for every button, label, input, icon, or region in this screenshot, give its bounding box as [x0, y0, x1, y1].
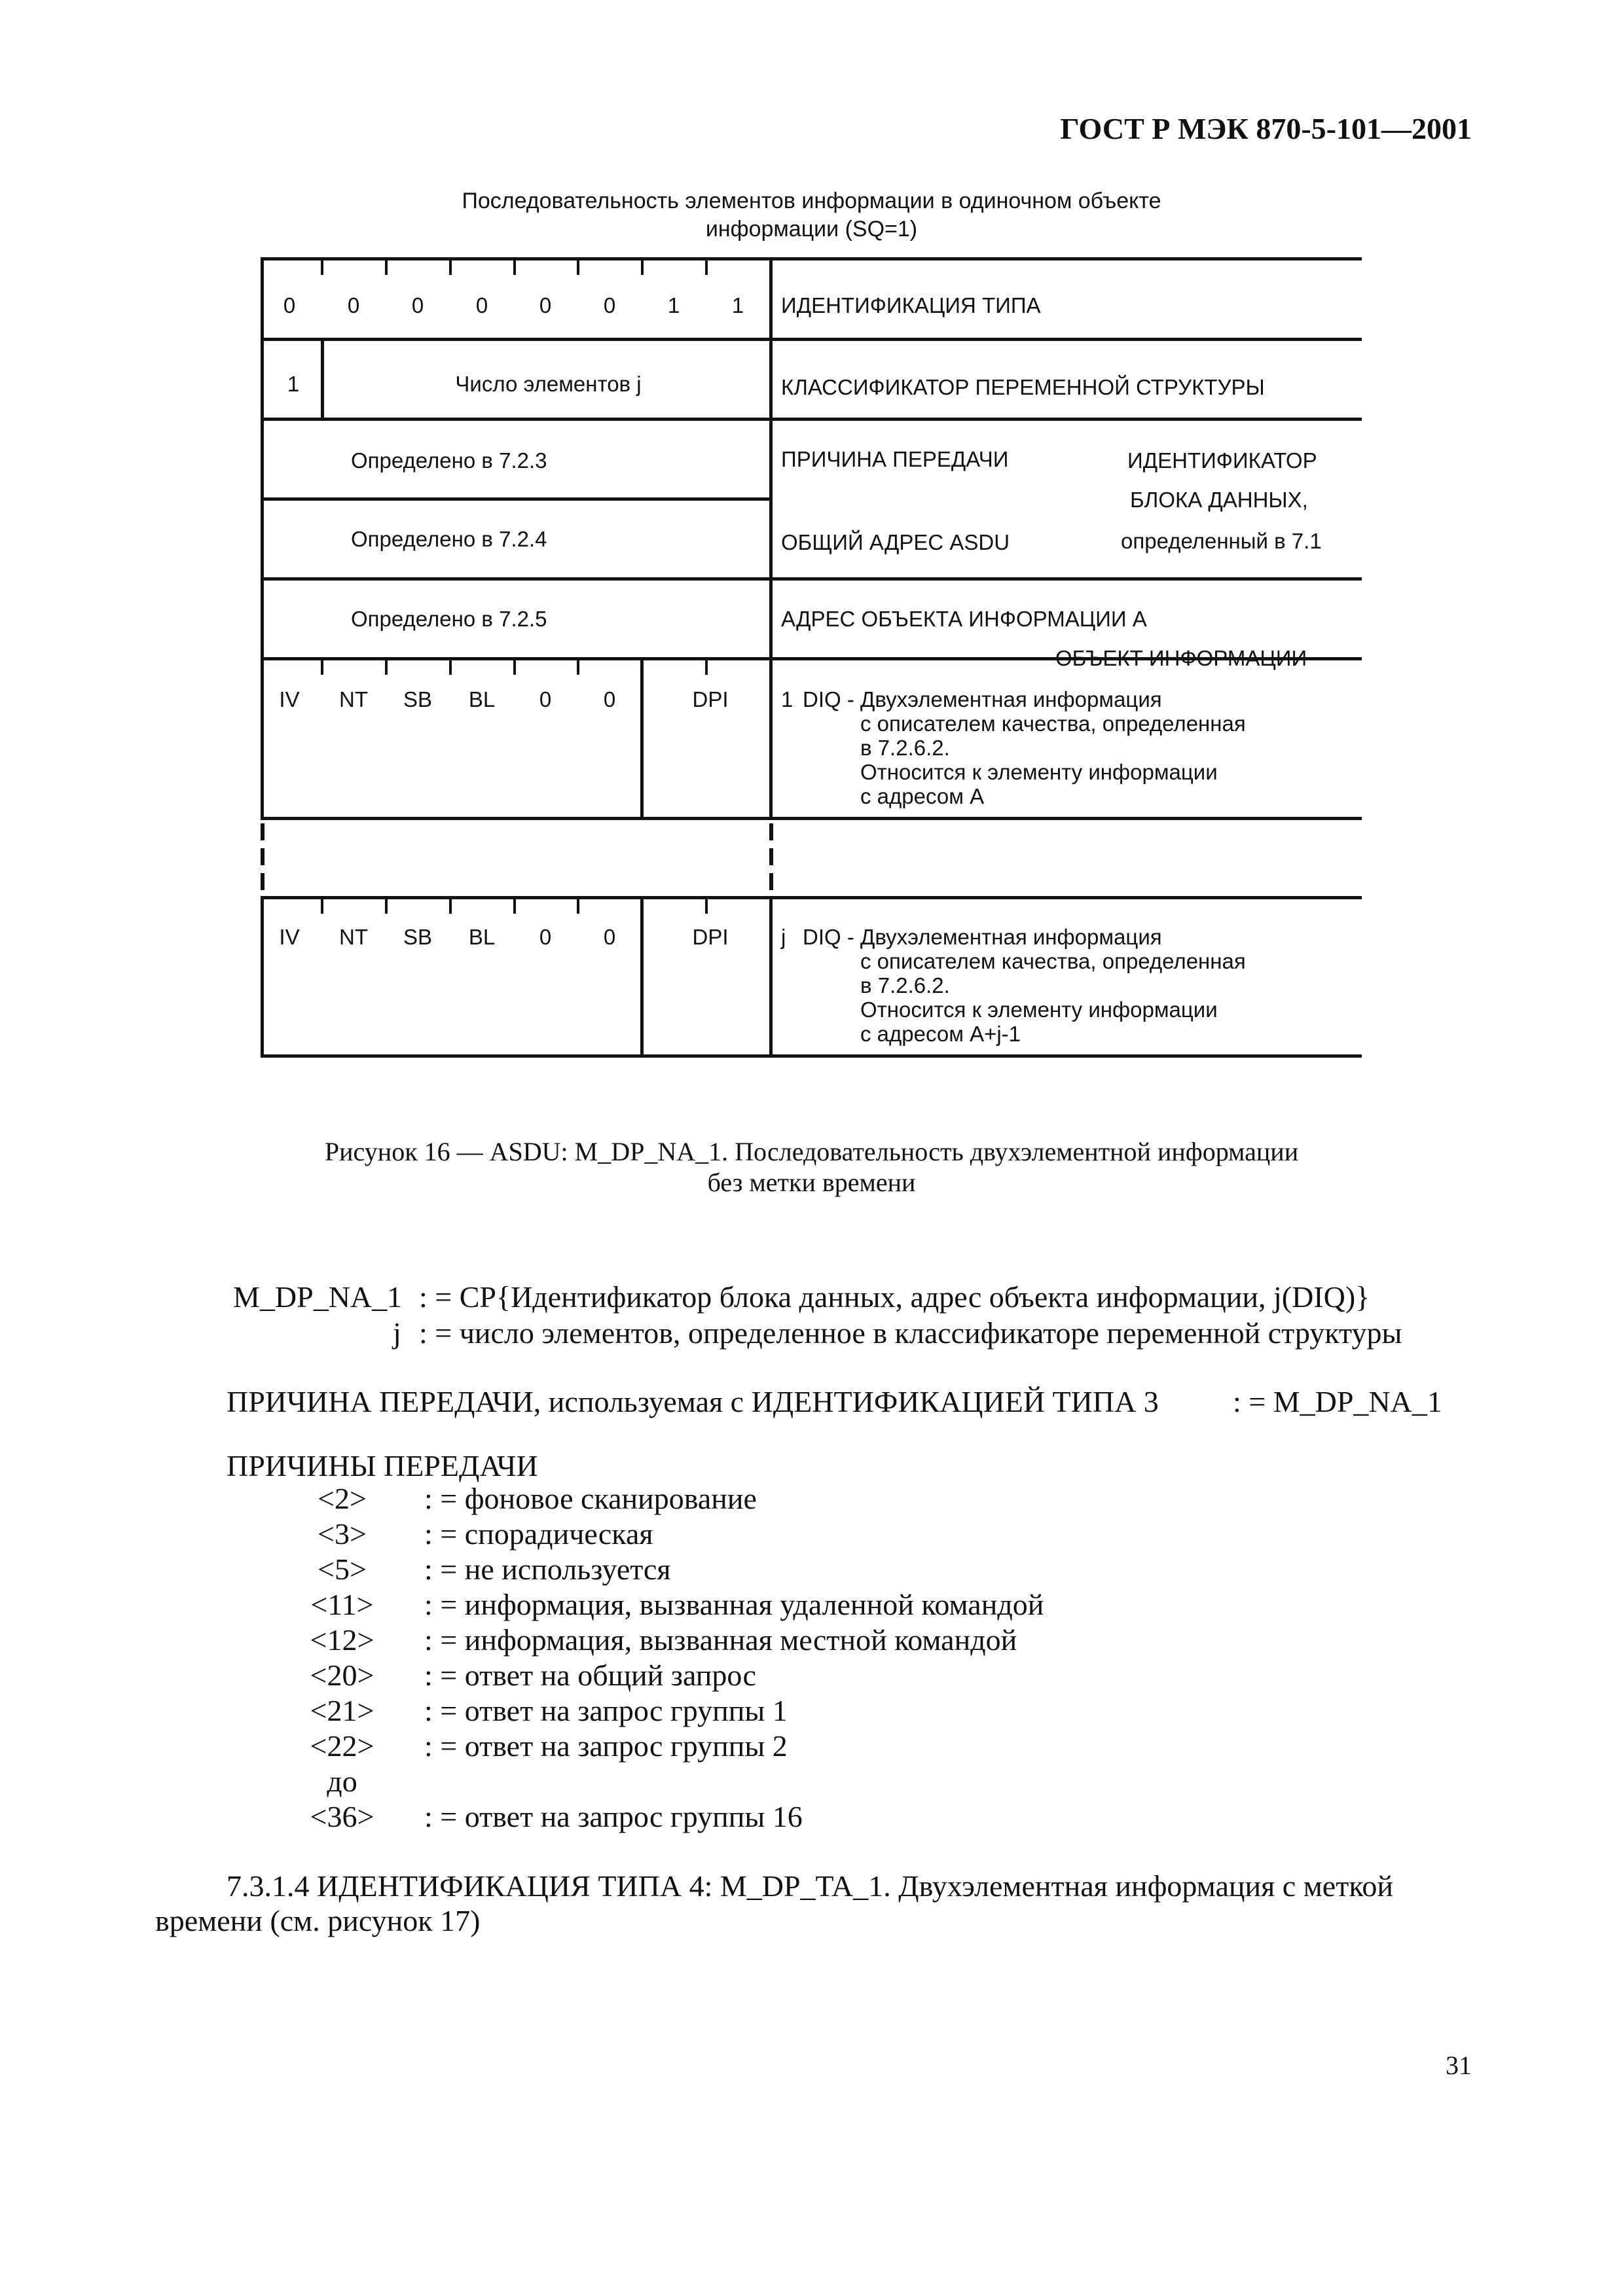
bit-tick: [705, 898, 708, 914]
cause-code: <11>: [310, 1588, 374, 1621]
vsq-sq-bit: 1: [287, 372, 300, 396]
bit-tick: [449, 659, 452, 675]
type-bit: 0: [411, 293, 424, 317]
rule-top: [261, 257, 1362, 260]
rule-vsq: [261, 418, 1362, 421]
cause-code: <20>: [310, 1659, 374, 1692]
bit-tick: [321, 659, 323, 675]
duid-label-line-3: определенный в 7.1: [1121, 529, 1322, 553]
type-bit: 0: [603, 293, 616, 317]
diqj-desc-line-4: Относится к элементу информации: [860, 997, 1218, 1022]
gap-dash: [261, 823, 264, 840]
left-border-upper: [261, 257, 264, 817]
diqj-desc-line-2: с описателем качества, определенная: [860, 949, 1246, 973]
bit-tick: [577, 259, 579, 275]
type-bit: 0: [283, 293, 296, 317]
diq1-index: 1: [781, 687, 793, 711]
rule-addr: [261, 577, 1362, 581]
document-header: ГОСТ Р МЭК 870-5-101—2001: [1060, 112, 1472, 145]
bit-tick: [385, 259, 388, 275]
duid-label-line-2: БЛОКА ДАННЫХ,: [1130, 488, 1308, 512]
diq1-desc-line-4: Относится к элементу информации: [860, 760, 1218, 784]
cause-desc: : = не используется: [424, 1552, 671, 1586]
causes-title: ПРИЧИНЫ ПЕРЕДАЧИ: [227, 1449, 538, 1482]
page-number: 31: [1446, 2051, 1472, 2080]
type-bit: 1: [667, 293, 680, 317]
diq-bit: SB: [403, 925, 433, 949]
bit-tick: [577, 898, 579, 914]
cause-desc: : = ответ на общий запрос: [424, 1659, 756, 1692]
diq1-desc-line-1: DIQ - Двухэлементная информация: [803, 687, 1162, 711]
bit-tick: [577, 659, 579, 675]
diqj-desc-line-3: в 7.2.6.2.: [860, 973, 950, 997]
diq-bit: SB: [403, 687, 433, 711]
type-bit: 0: [347, 293, 360, 317]
bit-tick: [449, 259, 452, 275]
cause-desc: : = информация, вызванная местной командой: [424, 1623, 1017, 1657]
bit-tick: [513, 259, 516, 275]
vsq-divider: [321, 338, 324, 418]
cause-type-line: ПРИЧИНА ПЕРЕДАЧИ, используемая с ИДЕНТИФИКАЦИЕЙ ТИПА 3: [227, 1385, 1159, 1418]
figure-title-line-2: информации (SQ=1): [705, 217, 918, 242]
bit-tick: [641, 259, 644, 275]
bit-tick: [449, 898, 452, 914]
definition-j-value: : = число элементов, определенное в классификаторе переменной структуры: [419, 1316, 1402, 1350]
gap-dash: [769, 848, 773, 865]
diqj-index: j: [781, 925, 786, 949]
gap-dash: [261, 848, 264, 865]
duid-label-line-1: ИДЕНТИФИКАТОР: [1127, 448, 1317, 473]
definition-asdu-name: M_DP_NA_1: [233, 1280, 403, 1314]
cause-code: <3>: [318, 1517, 367, 1551]
type-bit: 1: [731, 293, 744, 317]
cause-desc: : = ответ на запрос группы 2: [424, 1729, 788, 1763]
definition-asdu-value: : = CP{Идентификатор блока данных, адрес объекта информации, j(DIQ)}: [419, 1280, 1370, 1314]
type-bit: 0: [475, 293, 488, 317]
cause-desc: : = фоновое сканирование: [424, 1482, 757, 1515]
vsq-label: КЛАССИФИКАТОР ПЕРЕМЕННОЙ СТРУКТУРЫ: [781, 375, 1265, 399]
right-border-upper: [769, 257, 773, 817]
diq-bit: 0: [603, 925, 616, 949]
bit-tick: [385, 898, 388, 914]
ioa-label: АДРЕС ОБЪЕКТА ИНФОРМАЦИИ A: [781, 607, 1147, 631]
section-heading-line-2: времени (см. рисунок 17): [155, 1904, 481, 1937]
figure-caption-line-2: без метки времени: [707, 1168, 916, 1197]
left-border-lower: [261, 896, 264, 1058]
right-border-lower: [769, 896, 773, 1058]
cause-code: <21>: [310, 1694, 374, 1727]
diq-bit: NT: [339, 925, 368, 949]
bit-tick: [705, 659, 708, 675]
gap-dash: [261, 873, 264, 890]
bit-tick: [513, 659, 516, 675]
diq-bit: NT: [339, 687, 368, 711]
bit-tick: [321, 259, 323, 275]
cause-code: <12>: [310, 1623, 374, 1657]
diq-bit: 0: [603, 687, 616, 711]
diq-bit: 0: [539, 687, 552, 711]
diq1-desc-line-3: в 7.2.6.2.: [860, 736, 950, 760]
definition-j-name: j: [393, 1316, 401, 1350]
diqj-desc-line-1: DIQ - Двухэлементная информация: [803, 925, 1162, 949]
cause-code: <5>: [318, 1552, 367, 1586]
rule-bottom: [261, 1054, 1362, 1058]
cause-desc: : = спорадическая: [424, 1517, 653, 1551]
diq-bit: 0: [539, 925, 552, 949]
cause-code: <36>: [310, 1800, 374, 1833]
gap-dash: [769, 873, 773, 890]
diq-bit: IV: [279, 925, 300, 949]
cot-label: ПРИЧИНА ПЕРЕДАЧИ: [781, 447, 1009, 471]
section-heading-line-1: 7.3.1.4 ИДЕНТИФИКАЦИЯ ТИПА 4: M_DP_TA_1. Двухэлементная информация с меткой: [227, 1869, 1393, 1903]
cause-code: <2>: [318, 1482, 367, 1515]
bit-tick: [321, 898, 323, 914]
type-bit: 0: [539, 293, 552, 317]
bit-tick: [385, 659, 388, 675]
rule-cot: [261, 497, 771, 501]
bit-tick: [705, 259, 708, 275]
diq-bit: BL: [468, 925, 496, 949]
rule-diq1: [261, 817, 1362, 820]
diq-bit: BL: [468, 687, 496, 711]
diq-bit: IV: [279, 687, 300, 711]
rule-gap: [261, 896, 1362, 899]
cause-code: <22>: [310, 1729, 374, 1763]
dpi-field: DPI: [692, 687, 729, 711]
dpi-divider-j: [640, 896, 644, 1058]
diqj-desc-line-5: с адресом A+j-1: [860, 1022, 1021, 1046]
cause-desc: : = информация, вызванная удаленной командой: [424, 1588, 1044, 1621]
bit-tick: [513, 898, 516, 914]
cause-range-to: до: [327, 1765, 357, 1798]
cause-desc: : = ответ на запрос группы 1: [424, 1694, 788, 1727]
cause-desc: : = ответ на запрос группы 16: [424, 1800, 803, 1833]
vsq-count-text: Число элементов j: [455, 372, 642, 396]
gap-dash: [769, 823, 773, 840]
addr-defined-text: Определено в 7.2.4: [351, 527, 547, 551]
diq1-desc-line-5: с адресом A: [860, 784, 985, 808]
dpi-divider-1: [640, 657, 644, 817]
cot-defined-text: Определено в 7.2.3: [351, 448, 547, 473]
ioa-defined-text: Определено в 7.2.5: [351, 607, 547, 631]
information-object-label: ОБЪЕКТ ИНФОРМАЦИИ: [1055, 646, 1307, 670]
cause-type-value: : = M_DP_NA_1: [1233, 1385, 1442, 1418]
figure-caption-line-1: Рисунок 16 — ASDU: M_DP_NA_1. Последовательность двухэлементной информации: [324, 1137, 1299, 1166]
rule-type: [261, 338, 1362, 341]
type-id-label: ИДЕНТИФИКАЦИЯ ТИПА: [781, 293, 1041, 317]
diq1-desc-line-2: с описателем качества, определенная: [860, 711, 1246, 736]
addr-label: ОБЩИЙ АДРЕС ASDU: [781, 530, 1010, 554]
figure-title-line-1: Последовательность элементов информации в одиночном объекте: [462, 188, 1161, 213]
dpi-field: DPI: [692, 925, 729, 949]
